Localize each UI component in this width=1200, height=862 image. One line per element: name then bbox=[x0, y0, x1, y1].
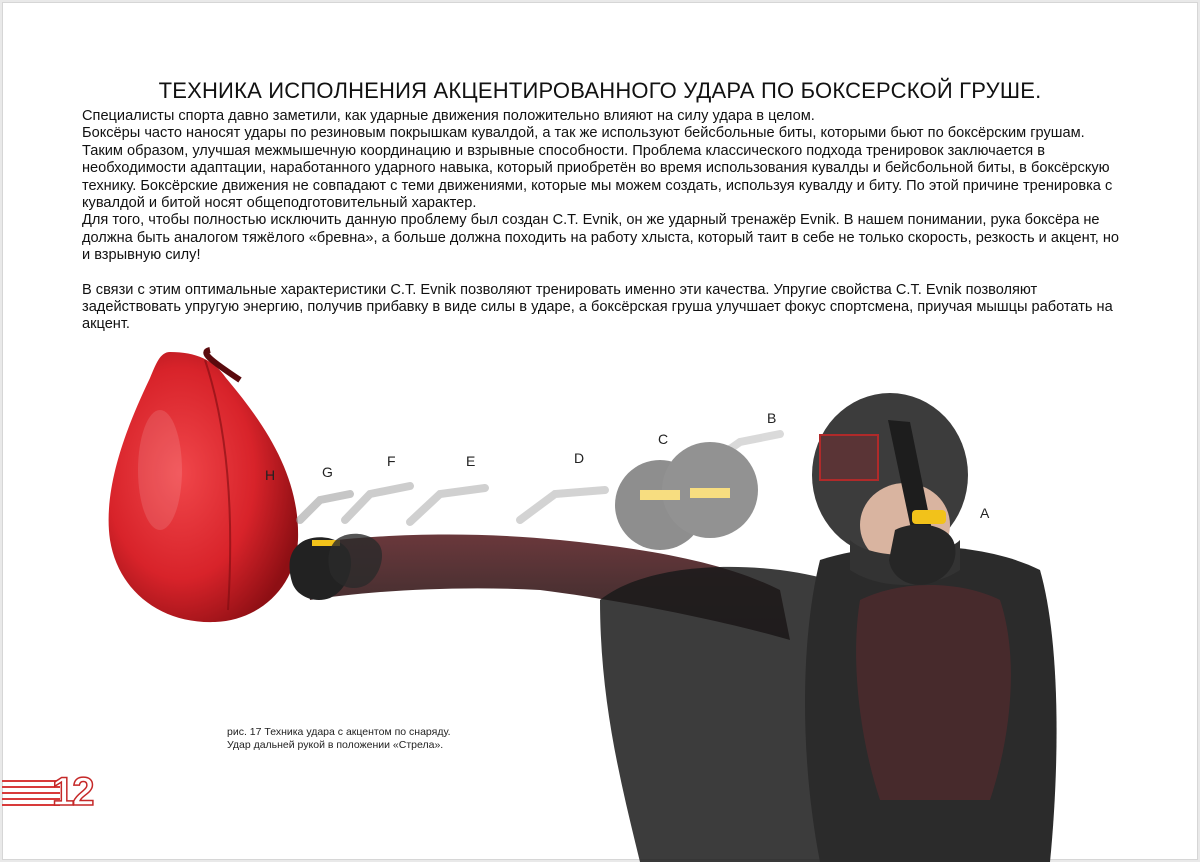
punch-technique-illustration bbox=[0, 340, 1200, 862]
page-number-block bbox=[2, 772, 94, 812]
body-text bbox=[82, 108, 1122, 334]
motion-sequence bbox=[300, 434, 780, 550]
label-b: B bbox=[767, 410, 777, 426]
speed-bag bbox=[109, 350, 298, 622]
label-h: H bbox=[265, 467, 276, 483]
figure-caption bbox=[227, 726, 451, 752]
caption-line-1: рис. 17 Техника удара с акцентом по снаряду. bbox=[227, 726, 451, 738]
caption-line-2: Удар дальней рукой в положении «Стрела». bbox=[227, 739, 444, 751]
paragraph-1: Специалисты спорта давно заметили, как ударные движения положительно влияют на силу удара в целом. bbox=[82, 108, 815, 124]
page-number: 12 bbox=[52, 770, 93, 814]
label-a: A bbox=[980, 505, 990, 521]
paragraph-3: Для того, чтобы полностью исключить данную проблему был создан С.Т. Evnik, он же ударный тренажёр Evnik. В нашем понимании, рука боксёра не должна быть аналогом тяжёлого «бревна», а больше должна походить на работу хлыста, который таит в себе не только скорость, резкость и акцент, но и взрывную силу! bbox=[82, 212, 1120, 264]
paragraph-2: Боксёры часто наносят удары по резиновым покрышкам кувалдой, а так же используют бейсбольные биты, которыми бьют по боксёрским грушам. Таким образом, улучшая межмышечную координацию и взрывные способности. Проблема классического подхода тренировок заключается в необходимости адаптации, наработанного ударного навыка, который приобретён во время использования кувалды и бейсбольной биты, в боксёрскую технику. Боксёрские движения не совпадают с теми движениями, которые мы можем создать, используя кувалду и биту. По этой причине тренировка с кувалдой и битой носят общеподготовительный характер. bbox=[82, 125, 1113, 212]
label-d: D bbox=[574, 450, 585, 466]
label-f: F bbox=[387, 453, 396, 469]
page-title: ТЕХНИКА ИСПОЛНЕНИЯ АКЦЕНТИРОВАННОГО УДАРА ПО БОКСЕРСКОЙ ГРУШЕ. bbox=[158, 78, 1042, 103]
label-c: C bbox=[658, 431, 669, 447]
label-g: G bbox=[322, 464, 333, 480]
paragraph-4: В связи с этим оптимальные характеристики С.Т. Evnik позволяют тренировать именно эти качества. Упругие свойства С.Т. Evnik позволяют задействовать упругую энергию, получив прибавку в виде силы в ударе, а боксёрская груша улучшает фокус спортсмена, приучая мышцы работать на акцент. bbox=[82, 281, 1113, 333]
label-e: E bbox=[466, 453, 476, 469]
